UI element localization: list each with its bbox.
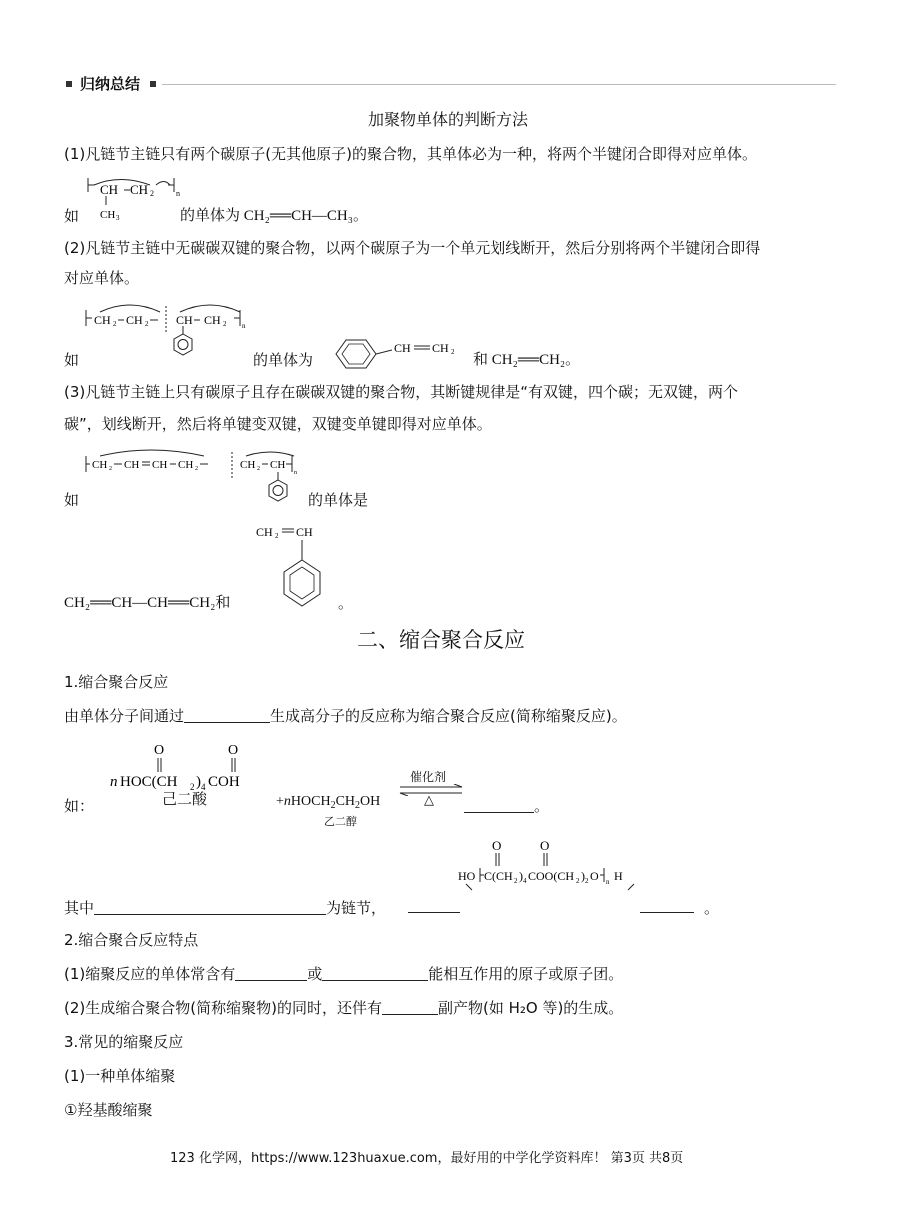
example-3-monomer-butadiene: CH₂══CH—CH══CH₂和 (64, 595, 231, 611)
page-footer: 123 化学网，https://www.123huaxue.com，最好用的中学化学资料库！ 第3页 共8页 (170, 1151, 684, 1166)
blank-field[interactable] (235, 966, 307, 981)
svg-text:2: 2 (585, 877, 589, 885)
subsection-2-item-2-a: (2)生成缩合聚合物(简称缩聚物)的同时，还伴有 (64, 999, 382, 1017)
svg-text:3: 3 (116, 214, 120, 222)
svg-text:2: 2 (190, 782, 195, 792)
svg-text:O: O (228, 743, 239, 758)
adipic-acid-name: 己二酸 (162, 790, 208, 808)
svg-text:CH: CH (240, 459, 256, 471)
subsection-1-text-a: 由单体分子间通过 (64, 707, 185, 725)
subsection-3-item-1-1: ①羟基酸缩聚 (64, 1101, 153, 1119)
svg-text:n: n (242, 322, 246, 330)
subsection-2-item-2-b: 副产物(如 H₂O 等)的生成。 (437, 999, 624, 1017)
polyester-structure (458, 836, 638, 892)
rule-1-text: (1)凡链节主链只有两个碳原子(无其他原子)的聚合物，其单体必为一种，将两个半键闭合即得对应单体。 (64, 145, 757, 163)
svg-text:n: n (176, 189, 180, 198)
styrene-structure (326, 334, 466, 374)
svg-text:CH: CH (100, 209, 116, 221)
svg-text:): ) (581, 869, 585, 883)
section-title: 加聚物单体的判断方法 (368, 110, 529, 129)
subsection-2-item-1 (64, 964, 623, 984)
svg-text:CH: CH (432, 341, 449, 355)
example-3-tail: 的单体是 (308, 491, 369, 509)
header-rule (162, 84, 836, 85)
svg-text:COO(CH: COO(CH (528, 869, 575, 883)
blank-field[interactable] (94, 900, 326, 915)
example-1-ru: 如 (64, 207, 80, 225)
copolymer-structure-3 (80, 448, 320, 512)
svg-text:CH: CH (176, 313, 193, 327)
svg-text:HOC(CH: HOC(CH (120, 774, 178, 790)
svg-text:CH: CH (152, 459, 168, 471)
svg-text:2: 2 (109, 466, 112, 472)
svg-text:C(CH: C(CH (484, 869, 513, 883)
blank-field[interactable] (464, 798, 534, 813)
svg-text:CH: CH (178, 459, 194, 471)
summary-header-label: 归纳总结 (80, 75, 141, 93)
svg-text:CH: CH (124, 459, 140, 471)
svg-text:CH: CH (94, 313, 111, 327)
svg-text:): ) (196, 774, 201, 790)
catalyst-label: 催化剂 (410, 770, 447, 784)
svg-text:CH: CH (100, 182, 119, 197)
svg-text:H: H (614, 869, 623, 883)
svg-text:CH: CH (204, 313, 221, 327)
subsection-2-item-1-b: 或 (307, 965, 323, 983)
styrene-structure-vertical (254, 522, 334, 612)
subsection-2-item-1-c: 能相互作用的原子或原子团。 (428, 965, 624, 983)
svg-text:CH: CH (394, 341, 411, 355)
ethylene-glycol-name: 乙二醇 (324, 815, 357, 828)
svg-text:CH: CH (126, 313, 143, 327)
rule-3-text-line1: (3)凡链节主链上只有碳原子且存在碳碳双键的聚合物，其断键规律是“有双键，四个碳；无双键，两个 (64, 383, 739, 401)
example-1-monomer: 的单体为 CH₂══CH—CH₃。 (180, 208, 368, 224)
example-4-period: 。 (534, 797, 550, 815)
copolymer-structure-2 (80, 300, 260, 372)
svg-text:2: 2 (223, 320, 227, 328)
blank-field[interactable] (382, 1000, 438, 1015)
subsection-2-item-1-a: (1)缩聚反应的单体常含有 (64, 965, 236, 983)
blank-field[interactable] (640, 898, 694, 913)
example-2-ru: 如 (64, 351, 80, 369)
example-4-period-2: 。 (704, 899, 720, 917)
subsection-2-item-2 (64, 998, 623, 1018)
example-4-ru: 如： (64, 797, 95, 815)
square-bullet-icon (66, 81, 72, 87)
polypropylene-structure (80, 172, 190, 224)
svg-text:2: 2 (150, 189, 154, 198)
example-4-lianjie: 为链节， (326, 899, 387, 917)
svg-text:4: 4 (523, 877, 527, 885)
subsection-1-text-b: 生成高分子的反应称为缩合聚合反应(简称缩聚反应)。 (270, 707, 627, 725)
svg-text:n: n (606, 878, 610, 886)
svg-text:2: 2 (113, 320, 117, 328)
rule-2-text-line1: (2)凡链节主链中无碳碳双键的聚合物，以两个碳原子为一个单元划线断开，然后分别将两个半键闭合即得 (64, 239, 761, 257)
svg-text:HO: HO (458, 869, 476, 883)
svg-text:): ) (519, 869, 523, 883)
subsection-2-title: 2.缩合聚合反应特点 (64, 931, 199, 949)
svg-text:2: 2 (195, 466, 198, 472)
svg-text:O: O (492, 838, 502, 853)
example-3-period: 。 (338, 594, 354, 612)
example-2-mid: 的单体为 (253, 351, 314, 369)
subsection-1-title: 1.缩合聚合反应 (64, 673, 169, 691)
svg-text:2: 2 (257, 466, 260, 472)
svg-text:CH: CH (130, 182, 149, 197)
rule-3-text-line2: 碳”，划线断开，然后将单键变双键，双键变单键即得对应单体。 (64, 415, 492, 433)
example-2-monomer-ethylene: 和 CH₂══CH₂。 (473, 352, 581, 368)
svg-text:CH: CH (270, 459, 286, 471)
square-bullet-icon (150, 81, 156, 87)
example-4-chain-line (64, 898, 386, 918)
subsection-3-item-1: (1)一种单体缩聚 (64, 1067, 176, 1085)
blank-field[interactable] (408, 898, 460, 913)
svg-text:2: 2 (514, 877, 518, 885)
svg-text:2: 2 (145, 320, 149, 328)
example-3-ru: 如 (64, 491, 80, 509)
svg-text:O: O (590, 869, 599, 883)
blank-field[interactable] (184, 708, 270, 723)
svg-text:CH: CH (296, 525, 313, 539)
example-4-zhong: 其中 (64, 899, 95, 917)
heat-label: △ (424, 793, 434, 808)
example-4-answer (464, 796, 549, 816)
ethylene-glycol-formula: $+nHOCH_2CH_2OH$ (276, 794, 381, 811)
svg-text:2: 2 (275, 532, 279, 540)
subsection-1-text (64, 706, 627, 726)
svg-text:COH: COH (208, 774, 240, 790)
svg-text:2: 2 (451, 348, 455, 356)
svg-text:4: 4 (201, 782, 206, 792)
blank-field[interactable] (322, 966, 428, 981)
subsection-3-title: 3.常见的缩聚反应 (64, 1033, 184, 1051)
svg-text:O: O (540, 838, 550, 853)
svg-text:n: n (110, 774, 118, 790)
summary-header (64, 74, 836, 94)
svg-text:CH: CH (256, 525, 273, 539)
svg-text:CH: CH (92, 459, 108, 471)
section-heading-condensation: 二、缩合聚合反应 (357, 628, 525, 652)
svg-text:n: n (294, 470, 297, 476)
rule-2-text-line2: 对应单体。 (64, 269, 140, 287)
svg-text:2: 2 (576, 877, 580, 885)
svg-text:O: O (154, 743, 165, 758)
